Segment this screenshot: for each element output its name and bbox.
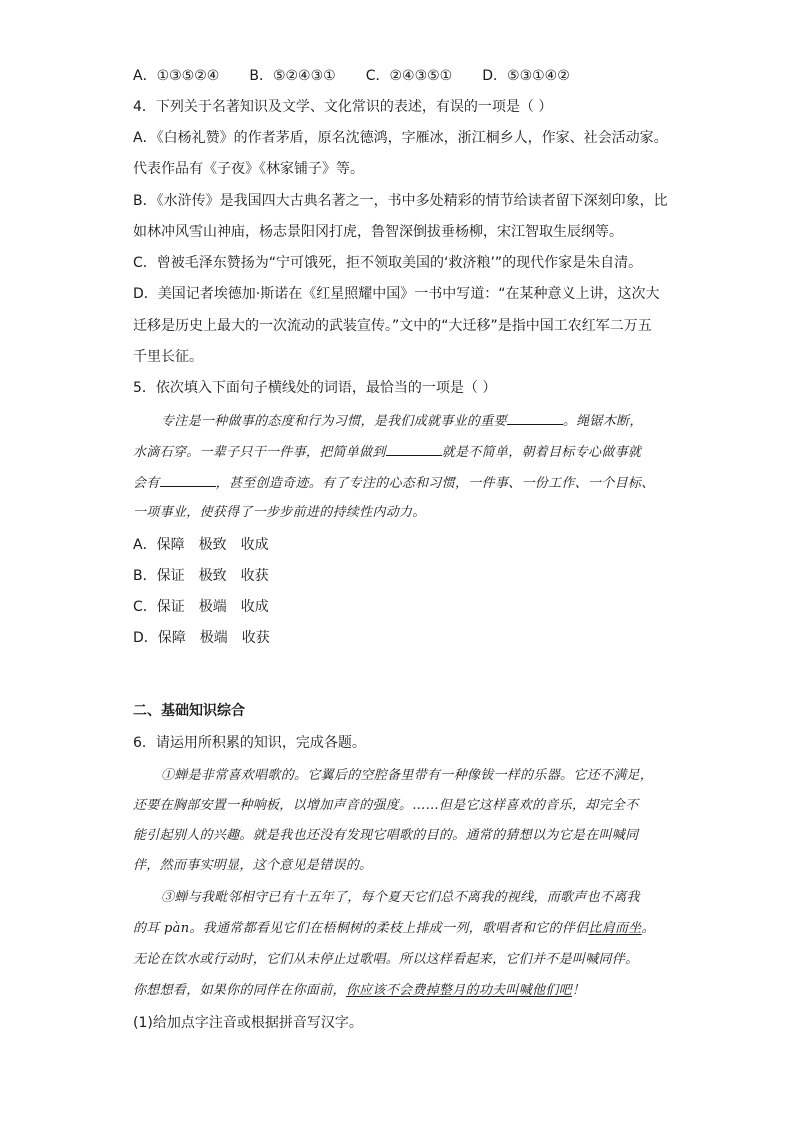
q6-passage-line8: 你想想看，如果你的同伴在你面前，你应该不会费掉整月的功夫叫喊他们吧！ <box>133 983 586 998</box>
q5-passage-line4: 一项事业，使获得了一步步前进的持续性内动力。 <box>133 505 426 520</box>
q4-option-d-line2: 迁移是历史上最大的一次流动的武装宣传。”文中的“大迁移”是指中国工农红军二万五 <box>133 318 652 334</box>
q4-option-b-line2: 如林冲风雪山神庙，杨志景阳冈打虎，鲁智深倒拔垂杨柳，宋江智取生辰纲等。 <box>133 224 623 240</box>
q3-option-a: A．①③⑤②④ <box>133 68 220 84</box>
q6-passage-line5: ③蝉与我毗邻相守已有十五年了，每个夏天它们总不离我的视线，而歌声也不离我 <box>161 890 640 905</box>
q6-passage-line2: 还要在胸部安置一种响板，以增加声音的强度。……但是它这样喜欢的音乐，却完全不 <box>133 798 639 813</box>
q5-passage-line1: 专注是一种做事的态度和行为习惯，是我们成就事业的重要 。绳锯木断， <box>161 410 643 432</box>
q4-option-c-line1: C．曾被毛泽东赞扬为“宁可饿死，拒不领取美国的‘救济粮’”的现代作家是朱自清。 <box>133 255 643 271</box>
underlined-sentence: 你应该不会费掉整月的功夫叫喊他们吧 <box>345 983 572 998</box>
q5-passage-line3: 会有 ，甚至创造奇迹。有了专注的心态和习惯，一件事、一份工作、一个目标、 <box>133 472 655 494</box>
q4-option-d-line3: 千里长征。 <box>133 349 203 365</box>
q5-option-a: A．保障 极致 收成 <box>133 537 269 553</box>
q4-option-a-line1: A．《白杨礼赞》的作者茅盾，原名沈德鸿，字雁冰，浙江桐乡人，作家、社会活动家。 <box>133 130 668 146</box>
q4-stem: 4．下列关于名著知识及文学、文化常识的表述，有误的一项是（ ） <box>133 99 553 115</box>
underlined-phrase: 比肩而坐 <box>588 921 642 936</box>
q6-passage-line4: 伴，然而事实明显，这个意见是错误的。 <box>133 858 373 873</box>
q5-option-c: C．保证 极端 收成 <box>133 599 269 615</box>
q6-passage-line7: 无论在饮水或行动时，它们从未停止过歌唱。所以这样看起来，它们并不是叫喊同伴。 <box>133 952 639 967</box>
q4-option-d-line1: D．美国记者埃德加·斯诺在《红星照耀中国》一书中写道：“在某种意义上讲，这次大 <box>133 286 660 302</box>
q3-option-c: C．②④③⑤① <box>365 68 453 84</box>
q6-passage-line3: 能引起别人的兴趣。就是我也还没有发现它唱歌的目的。通常的猜想以为它是在叫喊同 <box>133 828 639 843</box>
q5-blank-3 <box>160 472 216 487</box>
q5-option-b: B．保证 极致 收获 <box>133 568 269 584</box>
q3-option-d: D．⑤③①④② <box>482 68 570 84</box>
section-title: 二、基础知识综合 <box>133 703 245 719</box>
q5-stem: 5．依次填入下面句子横线处的词语，最恰当的一项是（ ） <box>133 380 497 396</box>
q6-subquestion-1: (1)给加点字注音或根据拼音写汉字。 <box>133 1015 363 1031</box>
q6-passage-line6: 的耳 pàn。我通常都看见它们在梧桐树的柔枝上排成一列，歌唱者和它的伴侣比肩而坐。 <box>133 921 655 936</box>
q6-stem: 6．请运用所积累的知识，完成各题。 <box>133 735 366 751</box>
q3-options <box>133 66 570 86</box>
q6-passage-line1: ①蝉是非常喜欢唱歌的。它翼后的空腔备里带有一种像钹一样的乐器。它还不满足， <box>161 768 654 783</box>
q5-blank-1 <box>507 410 563 425</box>
q5-option-d: D．保障 极端 收获 <box>133 630 270 646</box>
q4-option-b-line1: B．《水浒传》是我国四大古典名著之一，书中多处精彩的情节给读者留下深刻印象，比 <box>133 193 668 209</box>
q4-option-a-line2: 代表作品有《子夜》《林家铺子》等。 <box>133 161 364 177</box>
q5-passage-line2: 水滴石穿。一辈子只干一件事，把简单做到 就是不简单，朝着目标专心做事就 <box>133 441 641 463</box>
q3-option-b: B．⑤②④③① <box>249 68 336 84</box>
q5-blank-2 <box>386 441 442 456</box>
